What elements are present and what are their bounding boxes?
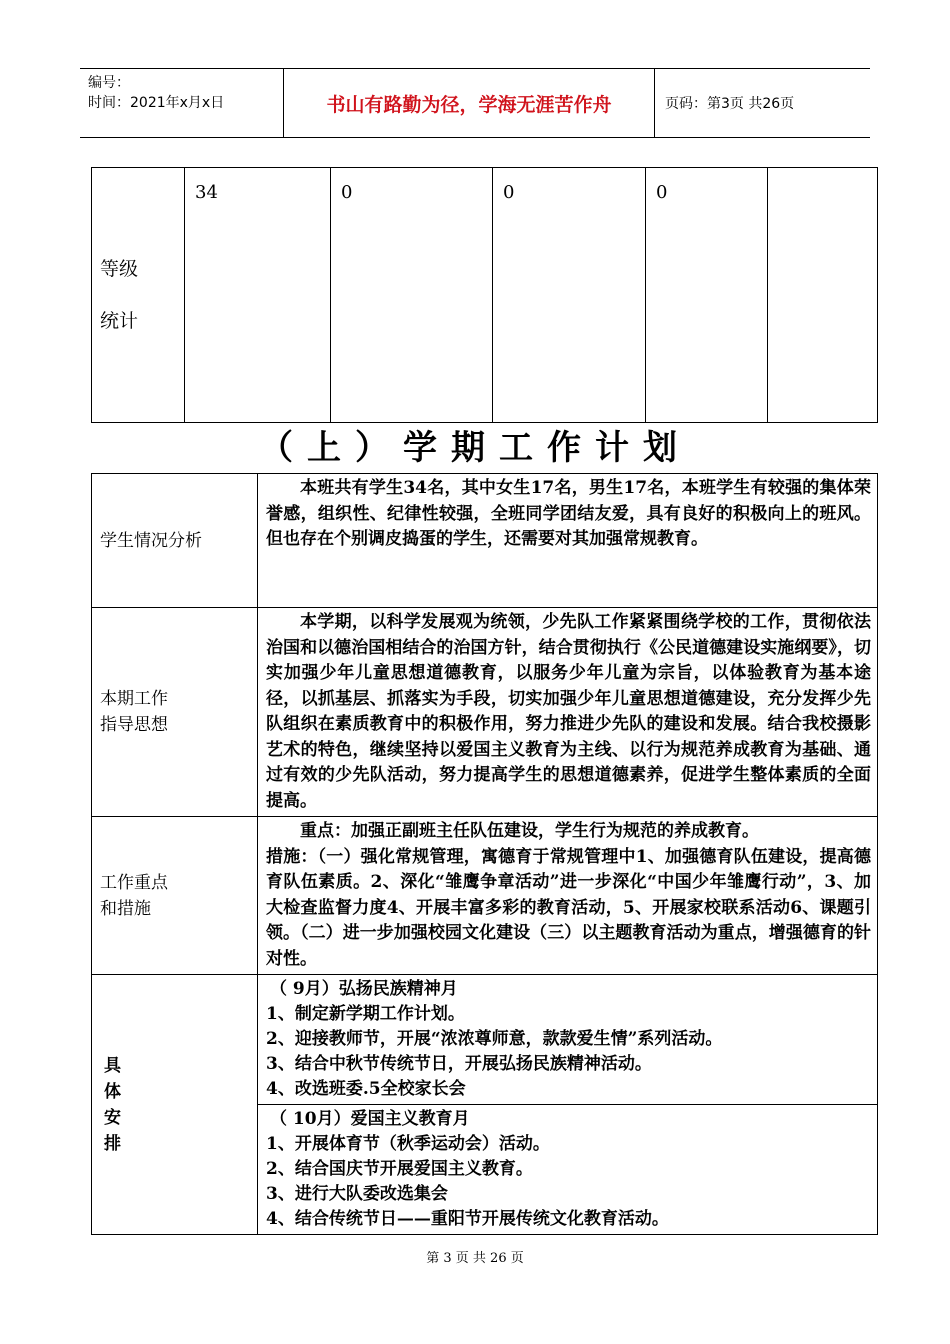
analysis-row [92,474,878,608]
schedule-label-char: 体 [104,1081,121,1102]
schedule-label [92,975,258,1235]
header-page-info: 页码：第3页 共26页 [665,96,795,112]
header-motto: 书山有路勤为径，学海无涯苦作舟 [283,69,655,137]
september-plan [258,975,878,1105]
grade-label-line1: 等级 [100,258,139,280]
focus-row [92,817,878,975]
october-item: 2、结合国庆节开展爱国主义教育。 [266,1159,533,1179]
guidance-row [92,608,878,817]
september-item: 3、结合中秋节传统节日，开展弘扬民族精神活动。 [266,1054,652,1074]
focus-measures: 措施：（一）强化常规管理，寓德育于常规管理中1、加强德育队伍建设，提高德育队伍素质。2、深化“雏鹰争章活动”进一步深化“中国少年雏鹰行动”，3、加大检查监督力度4、开展丰富多彩的教育活动，5、开展家校联系活动6、课题引领。（二）进一步加强校园文化建设（三）以主题教育活动为重点，增强德育的针对性。 [266,846,871,969]
grade-stats-label [92,168,185,423]
focus-label-line1: 工作重点 [100,872,168,893]
grade-value-cell: 34 [185,168,331,423]
schedule-label-char: 安 [104,1107,121,1128]
september-item: 2、迎接教师节，开展“浓浓尊师意，款款爱生情”系列活动。 [266,1029,723,1049]
september-item: 4、改选班委.5全校家长会 [266,1079,466,1099]
september-item: 1、制定新学期工作计划。 [266,1004,465,1024]
guidance-text: 本学期，以科学发展观为统领，少先队工作紧紧围绕学校的工作，贯彻依法治国和以德治国相结合的治国方针，结合贯彻执行《公民道德建设实施纲要》，切实加强少年儿童思想道德教育，以服务少年儿童为宗旨，以体验教育为基本途径，以抓基层、抓落实为手段，切实加强少年儿童思想道德建设，充分发挥少先队组织在素质教育中的积极作用，努力推进少先队的建设和发展。结合我校摄影艺术的特色，继续坚持以爱国主义教育为主线、以行为规范养成教育为基础、通过有效的少先队活动，努力提高学生的思想道德素养，促进学生整体素质的全面提高。 [258,608,878,817]
guidance-label-line2: 指导思想 [100,715,168,735]
grade-value-cell: 0 [646,168,768,423]
grade-value-cell [768,168,878,423]
page-footer: 第 3 页 共 26 页 [426,1251,524,1266]
analysis-text: 本班共有学生34名，其中女生17名，男生17名，本班学生有较强的集体荣誉感，组织性、纪律性较强，全班同学团结友爱，具有良好的积极向上的班风。但也存在个别调皮捣蛋的学生，还需要对其加强常规教育。 [258,474,878,608]
grade-value-cell: 0 [493,168,646,423]
september-title: （ 9月）弘扬民族精神月 [270,979,458,999]
grade-label-line2: 统计 [100,310,139,332]
schedule-label-char: 具 [104,1055,121,1076]
october-title: （ 10月）爱国主义教育月 [270,1109,470,1129]
october-plan [258,1105,878,1235]
october-item: 4、结合传统节日——重阳节开展传统文化教育活动。 [266,1209,669,1229]
header-meta [80,69,283,137]
guidance-label [92,608,258,817]
october-item: 1、开展体育节（秋季运动会）活动。 [266,1134,550,1154]
focus-label-line2: 和措施 [100,898,151,919]
october-item: 3、进行大队委改选集会 [266,1184,448,1204]
schedule-row-september [92,975,878,1105]
focus-label [92,817,258,975]
grade-value-cell: 0 [331,168,493,423]
work-plan-table [91,473,878,1235]
grade-stats-table [91,167,878,423]
focus-text [258,817,878,975]
focus-key-point: 重点：加强正副班主任队伍建设，学生行为规范的养成教育。 [300,821,759,841]
guidance-label-line1: 本期工作 [100,689,168,709]
schedule-label-char: 排 [104,1133,121,1154]
analysis-label: 学生情况分析 [92,474,258,608]
date-label: 时间：2021年x月x日 [88,95,225,111]
plan-title: （上）学期工作计划 [259,428,691,468]
grade-stats-row [92,168,878,423]
serial-label: 编号： [88,75,130,91]
page-header [80,68,870,138]
